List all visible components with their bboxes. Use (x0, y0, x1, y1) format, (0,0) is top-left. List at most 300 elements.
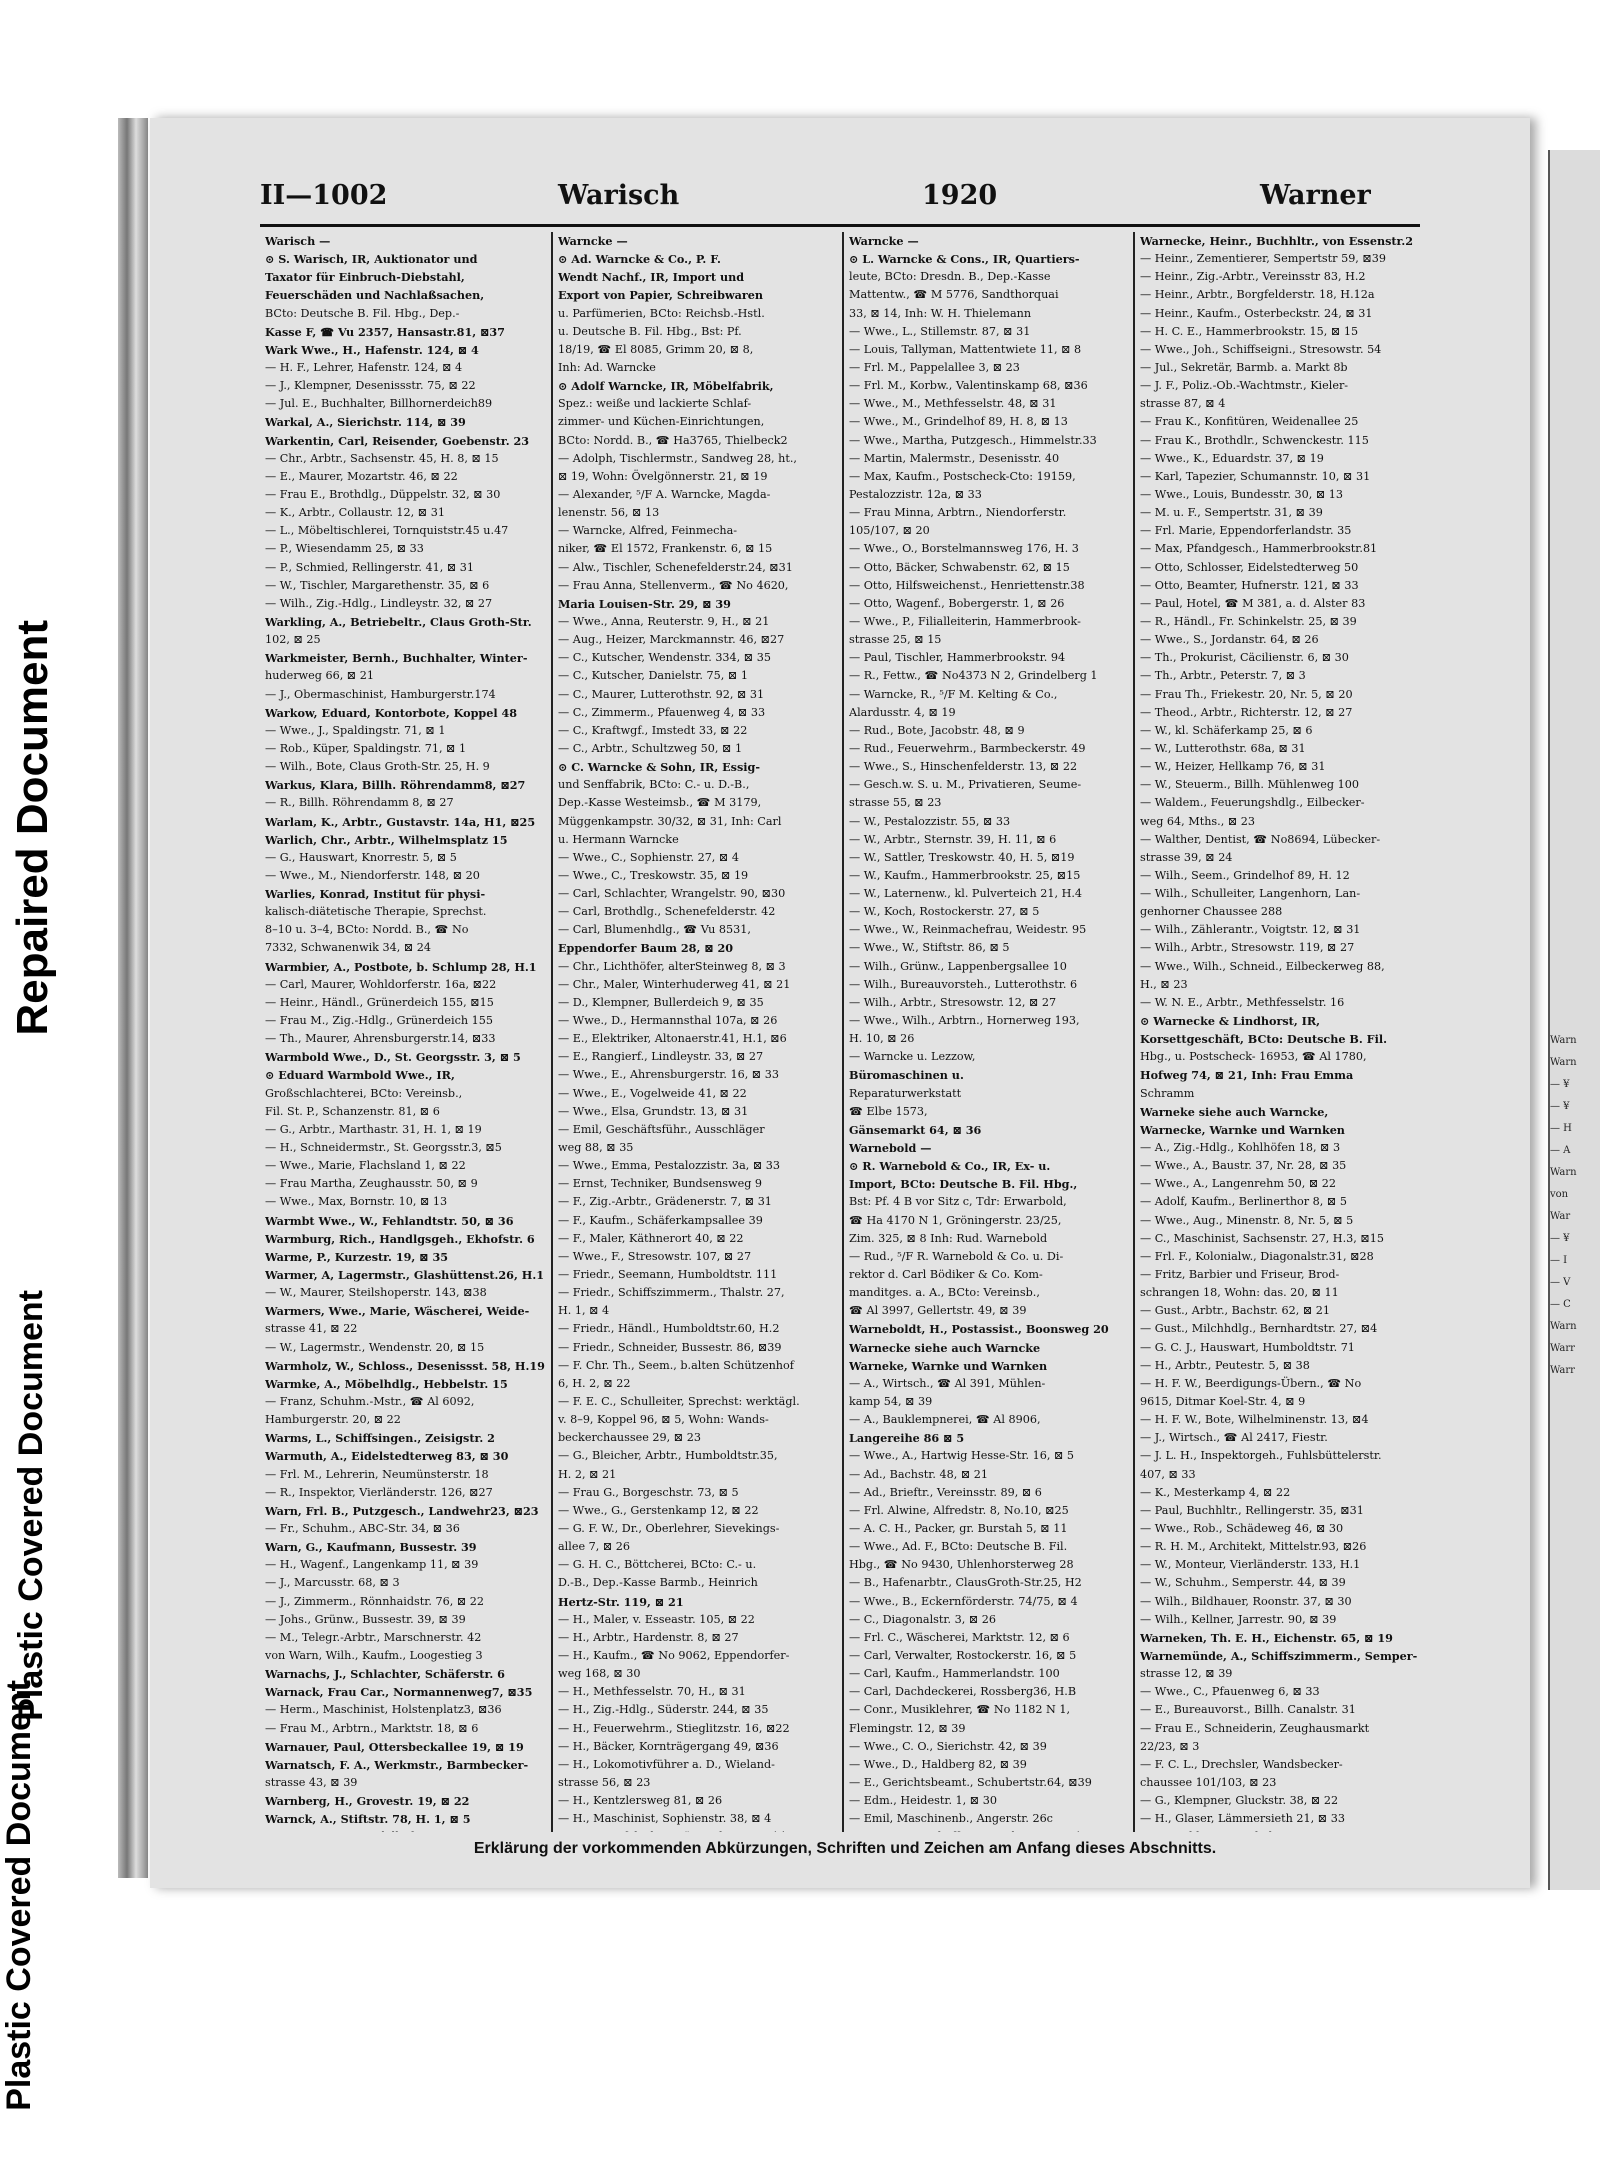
directory-entry: — J., Wirtsch., ☎ Al 2417, Fiestr. (1140, 1431, 1328, 1445)
directory-entry: Spez.: weiße und lackierte Schlaf- (558, 397, 752, 411)
column-2 (551, 232, 842, 1832)
directory-entry: H. 2, ⊠ 21 (558, 1467, 617, 1481)
directory-entry: 8–10 u. 3–4, BCto: Nordd. B., ☎ No (265, 923, 469, 937)
directory-entry: — Conr., Musiklehrer, ☎ No 1182 N 1, (849, 1703, 1071, 1717)
directory-entry: — E., Maurer, Mozartstr. 46, ⊠ 22 (265, 469, 458, 483)
directory-entry: — Fr., Schuhm., ABC-Str. 34, ⊠ 36 (265, 1521, 460, 1535)
next-page-fragment: — ¥ (1550, 1233, 1570, 1244)
year: 1920 (922, 180, 998, 211)
directory-entry: — H., Arbtr., Peutestr. 5, ⊠ 38 (1140, 1358, 1310, 1372)
directory-entry: — Heinr., Händl., Grünerdeich 155, ⊠15 (265, 995, 494, 1009)
directory-entry: und Senffabrik, BCto: C.- u. D.-B., (558, 778, 750, 792)
directory-entry: — Warncke, Alfred, Feinmecha- (558, 524, 738, 538)
directory-entry: — Frau K., Brothdlr., Schwenckestr. 115 (1140, 433, 1369, 447)
directory-entry: — D., Klempner, Bullerdeich 9, ⊠ 35 (558, 995, 764, 1009)
directory-entry: — G., Arbtr., Marthastr. 31, H. 1, ⊠ 19 (265, 1122, 482, 1136)
directory-entry: ⊠ 19, Wohn: Övelgönnerstr. 21, ⊠ 19 (558, 469, 768, 483)
directory-entry: — W., Heizer, Hellkamp 76, ⊠ 31 (1140, 760, 1326, 774)
directory-entry: — G., Bleicher, Arbtr., Humboldtstr.35, (558, 1449, 778, 1463)
next-page-fragment: Warn (1550, 1321, 1577, 1332)
directory-entry: Reparaturwerkstatt (849, 1086, 962, 1100)
directory-entry: — Otto, Hilfsweichenst., Henriettenstr.38 (849, 578, 1085, 592)
directory-entry: leute, BCto: Dresdn. B., Dep.-Kasse (849, 270, 1051, 284)
directory-entry: — C., Diagonalstr. 3, ⊠ 26 (849, 1612, 997, 1626)
directory-entry: — G. F. W., Dr., Oberlehrer, Sievekings- (558, 1521, 780, 1535)
directory-entry: Warmers, Wwe., Marie, Wäscherei, Weide- (265, 1304, 530, 1319)
directory-entry: — Wwe., G., Gerstenkamp 12, ⊠ 22 (558, 1503, 759, 1517)
directory-entry: — H., Kentzlersweg 81, ⊠ 26 (558, 1794, 723, 1808)
directory-entry: 407, ⊠ 33 (1140, 1467, 1196, 1481)
directory-entry: 7332, Schwanenwik 34, ⊠ 24 (265, 941, 431, 955)
directory-entry: Warmbold Wwe., D., St. Georgsstr. 3, ⊠ 5 (265, 1050, 521, 1065)
directory-entry: Warnck, A., Stiftstr. 78, H. 1, ⊠ 5 (265, 1812, 471, 1827)
directory-entry: Wendt Nachf., IR, Import und (558, 270, 745, 285)
directory-entry: Zim. 325, ⊠ 8 Inh: Rud. Warnebold (849, 1231, 1048, 1245)
directory-entry: Taxator für Einbruch-Diebstahl, (265, 270, 465, 285)
directory-entry: Dep.-Kasse Westeimsb., ☎ M 3179, (558, 796, 762, 810)
directory-entry: Langereihe 86 ⊠ 5 (849, 1431, 965, 1446)
directory-entry: — Rud., Bote, Jacobstr. 48, ⊠ 9 (849, 723, 1025, 737)
column-3 (842, 232, 1133, 1832)
directory-entry: H., ⊠ 23 (1140, 977, 1188, 991)
directory-entry: — Chr., Maler, Winterhuderweg 41, ⊠ 21 (558, 977, 791, 991)
directory-entry: — Edm., Heidestr. 1, ⊠ 30 (849, 1794, 997, 1808)
directory-entry: rektor d. Carl Bödiker & Co. Kom- (849, 1268, 1043, 1282)
directory-entry: — C., Kutscher, Wendenstr. 334, ⊠ 35 (558, 651, 771, 665)
directory-entry: ⊙ S. Warisch, IR, Auktionator und (265, 252, 478, 267)
directory-entry: 9615, Ditmar Koel-Str. 4, ⊠ 9 (1140, 1395, 1306, 1408)
directory-entry: — R., Inspektor, Vierländerstr. 126, ⊠27 (265, 1485, 493, 1499)
directory-entry: — Wwe., Max, Bornstr. 10, ⊠ 13 (265, 1195, 448, 1209)
directory-entry: — R. H. M., Architekt, Mittelstr.93, ⊠26 (1140, 1540, 1367, 1554)
directory-entry: — J., Zimmerm., Rönnhaidstr. 76, ⊠ 22 (265, 1594, 485, 1608)
directory-entry: Pestalozzistr. 12a, ⊠ 33 (849, 487, 982, 501)
directory-page (150, 118, 1530, 1888)
directory-entry: Warmbier, A., Postbote, b. Schlump 28, H.1 (265, 959, 537, 974)
directory-entry: — W., kl. Schäferkamp 25, ⊠ 6 (1140, 723, 1313, 737)
directory-entry: — C., Zimmerm., Pfauenweg 4, ⊠ 33 (558, 705, 766, 719)
next-page-fragment: Warn (1550, 1167, 1577, 1178)
directory-entry: — Wilh., Schulleiter, Langenhorn, Lan- (1140, 887, 1361, 901)
directory-entry (265, 1828, 546, 1832)
directory-entry: weg 64, Mths., ⊠ 23 (1140, 814, 1255, 828)
directory-entry: 22/23, ⊠ 3 (1140, 1739, 1200, 1753)
directory-entry: — P., Schmied, Rellingerstr. 41, ⊠ 31 (265, 560, 474, 574)
directory-entry: u. Deutsche B. Fil. Hbg., Bst: Pf. (558, 324, 742, 338)
directory-entry: zimmer- und Küchen-Einrichtungen, (558, 415, 765, 429)
directory-entry: — Martin, Malermstr., Desenisstr. 40 (849, 451, 1060, 465)
directory-entry: — Wwe., D., Haldberg 82, ⊠ 39 (849, 1757, 1027, 1771)
directory-entry: — Frl. Marie, Eppendorferlandstr. 35 (1140, 524, 1352, 538)
directory-entry: Warisch — (265, 234, 331, 248)
directory-entry: von Warn, Wilh., Kaufm., Loogestieg 3 (265, 1648, 483, 1662)
directory-entry: — Wwe., E., Vogelweide 41, ⊠ 22 (558, 1086, 747, 1100)
directory-entry: — Wwe., Joh., Schiffseigni., Stresowstr. 54 (1140, 342, 1382, 356)
directory-entry: — W., Lutterothstr. 68a, ⊠ 31 (1140, 741, 1306, 755)
directory-entry: Korsettgeschäft, BCto: Deutsche B. Fil. (1140, 1032, 1387, 1047)
directory-entry: Warnemünde, A., Schiffszimmerm., Semper- (1140, 1648, 1418, 1663)
directory-entry: 105/107, ⊠ 20 (849, 524, 930, 538)
directory-entry: — Heinr., Zementierer, Sempertstr 59, ⊠39 (1140, 252, 1387, 266)
directory-entry: — Friedr., Schneider, Bussestr. 86, ⊠39 (558, 1340, 782, 1354)
column-4 (1133, 232, 1424, 1832)
directory-entry: Warkmeister, Bernh., Buchhalter, Winter- (265, 651, 528, 666)
directory-entry: — Carl, Dachdeckerei, Rossberg36, H.B (849, 1685, 1077, 1699)
directory-entry: — W., Pestalozzistr. 55, ⊠ 33 (849, 814, 1011, 828)
directory-entry: — Emil, Maschinenb., Angerstr. 26c (849, 1812, 1053, 1826)
directory-entry: Feuerschäden und Nachlaßsachen, (265, 288, 485, 303)
directory-entry: Warlies, Konrad, Institut für physi- (265, 887, 486, 902)
directory-entry: — Franz, Schuhm.-Mstr., ☎ Al 6092, (265, 1395, 475, 1408)
directory-entry: — H. C. E., Hammerbrookstr. 15, ⊠ 15 (1140, 324, 1359, 338)
directory-entry: Gänsemarkt 64, ⊠ 36 (849, 1122, 982, 1137)
directory-entry: — Frau K., Konfitüren, Weidenallee 25 (1140, 415, 1359, 429)
directory-entry: allee 7, ⊠ 26 (558, 1540, 631, 1554)
directory-entry: — W., Schuhm., Semperstr. 44, ⊠ 39 (1140, 1576, 1346, 1590)
directory-entry: strasse 56, ⊠ 23 (558, 1775, 651, 1789)
directory-entry: Warncke — (558, 234, 628, 248)
directory-entry: Warneken, Th. E. H., Eichenstr. 65, ⊠ 19 (1140, 1630, 1393, 1645)
directory-entry: — Frl. M., Pappelallee 3, ⊠ 23 (849, 360, 1020, 374)
next-page-fragment: War (1550, 1211, 1571, 1222)
directory-entry: strasse 87, ⊠ 4 (1140, 397, 1226, 411)
directory-entry: — C., Kraftwgf., Imstedt 33, ⊠ 22 (558, 723, 748, 737)
last-name-marker: Warner (1260, 180, 1371, 211)
directory-entry: Warnebold — (849, 1141, 932, 1156)
directory-entry: Kasse F, ☎ Vu 2357, Hansastr.81, ⊠37 (265, 324, 505, 339)
directory-entry: Warnack, Frau Car., Normannenweg7, ⊠35 (265, 1685, 533, 1700)
directory-entry: 6, H. 2, ⊠ 22 (558, 1376, 631, 1390)
directory-entry: strasse 12, ⊠ 39 (1140, 1667, 1233, 1681)
directory-entry: — Wwe., A., Baustr. 37, Nr. 28, ⊠ 35 (1140, 1159, 1347, 1173)
directory-entry: 33, ⊠ 14, Inh: W. H. Thielemann (849, 306, 1032, 320)
directory-entry: — Frau Martha, Zeughausstr. 50, ⊠ 9 (265, 1177, 478, 1191)
directory-entry: manditges. a. A., BCto: Vereinsb., (849, 1286, 1040, 1300)
directory-entry: Warmke, A., Möbelhdlg., Hebbelstr. 15 (265, 1376, 508, 1391)
directory-entry: BCto: Deutsche B. Fil. Hbg., Dep.- (265, 306, 460, 320)
directory-entry: ☎ Elbe 1573, (849, 1104, 928, 1118)
directory-entry: 102, ⊠ 25 (265, 633, 321, 647)
directory-entry: — Chr., Arbtr., Sachsenstr. 45, H. 8, ⊠ 15 (265, 451, 499, 465)
directory-entry: — Jul., Sekretär, Barmb. a. Markt 8b (1140, 360, 1348, 374)
directory-entry: — C., Arbtr., Schultzweg 50, ⊠ 1 (558, 741, 743, 755)
directory-entry: — Friedr., Händl., Humboldtstr.60, H.2 (558, 1322, 780, 1336)
directory-entry: Flemingstr. 12, ⊠ 39 (849, 1721, 966, 1735)
directory-entry: — H., Bäcker, Kornträgergang 49, ⊠36 (558, 1739, 779, 1753)
directory-entry: — A., Bauklempnerei, ☎ Al 8906, (849, 1413, 1041, 1427)
directory-entry: — W., Tischler, Margarethenstr. 35, ⊠ 6 (265, 578, 490, 592)
directory-entry: Warneke siehe auch Warncke, (1140, 1104, 1329, 1119)
directory-entry: — Frau M., Arbtrn., Marktstr. 18, ⊠ 6 (265, 1721, 479, 1735)
directory-entry: Großschlachterei, BCto: Vereinsb., (265, 1086, 463, 1100)
directory-entry: — Louis, Tallyman, Mattentwiete 11, ⊠ 8 (849, 342, 1082, 356)
directory-entry: — Otto, Bäcker, Schwabenstr. 62, ⊠ 15 (849, 560, 1070, 574)
directory-entry: — F. Chr. Th., Seem., b.alten Schützenhof (558, 1358, 794, 1372)
directory-entry: — Walther, Dentist, ☎ No8694, Lübecker- (1140, 832, 1381, 846)
next-page-fragment: Warn (1550, 1057, 1577, 1068)
directory-entry: Warnecke, Heinr., Buchhltr., von Essenstr.2 (1140, 234, 1414, 248)
directory-entry: — Rud., Feuerwehrm., Barmbeckerstr. 49 (849, 741, 1086, 755)
directory-entry: — Wwe., D., Hermannsthal 107a, ⊠ 26 (558, 1014, 778, 1028)
directory-entry: Mattentw., ☎ M 5776, Sandthorquai (849, 288, 1059, 302)
directory-entry: — F., Kaufm., Schäferkampsallee 39 (558, 1213, 763, 1227)
directory-entry: — Carl, Maurer, Wohldorferstr. 16a, ⊠22 (265, 977, 497, 991)
directory-entry: — F. C. L., Drechsler, Wandsbecker- (1140, 1757, 1343, 1771)
directory-entry: beckerchaussee 29, ⊠ 23 (558, 1431, 701, 1445)
directory-entry: — Wwe., O., Borstelmannsweg 176, H. 3 (849, 542, 1079, 556)
directory-entry: — Rob., Küper, Spaldingstr. 71, ⊠ 1 (265, 741, 467, 755)
directory-entry: — G. C. J., Hauswart, Humboldtstr. 71 (1140, 1340, 1355, 1354)
directory-entry: ⊙ R. Warnebold & Co., IR, Ex- u. (849, 1159, 1051, 1174)
directory-entry: Warkus, Klara, Billh. Röhrendamm8, ⊠27 (265, 778, 526, 793)
directory-entry: — P., Wiesendamm 25, ⊠ 33 (265, 542, 424, 556)
directory-entry: Hamburgerstr. 20, ⊠ 22 (265, 1413, 401, 1427)
directory-entry: Eppendorfer Baum 28, ⊠ 20 (558, 941, 734, 956)
directory-entry: weg 168, ⊠ 30 (558, 1667, 641, 1681)
next-page-fragment: Warn (1550, 1035, 1577, 1046)
directory-entry: — K., Arbtr., Collaustr. 12, ⊠ 31 (265, 506, 445, 520)
directory-entry: — W., Lagermstr., Wendenstr. 20, ⊠ 15 (265, 1340, 485, 1354)
directory-entry: — Wilh., Bildhauer, Roonstr. 37, ⊠ 30 (1140, 1594, 1352, 1608)
directory-entry: — Frl. F., Kolonialw., Diagonalstr.31, ⊠28 (1140, 1249, 1374, 1263)
directory-entry: — W., Koch, Rostockerstr. 27, ⊠ 5 (849, 905, 1040, 919)
directory-entry: strasse 41, ⊠ 22 (265, 1322, 358, 1336)
directory-entry: — Ernst, Techniker, Bundsensweg 9 (558, 1177, 763, 1191)
directory-entry: — Ad., Bachstr. 48, ⊠ 21 (849, 1467, 988, 1481)
directory-entry: u. Hermann Warncke (558, 832, 679, 846)
directory-entry: — Warncke, R., ⁵/F M. Kelting & Co., (849, 687, 1058, 701)
directory-entry: — G., Hauswart, Knorrestr. 5, ⊠ 5 (265, 850, 457, 864)
directory-entry: — Wilh., Seem., Grindelhof 89, H. 12 (1140, 868, 1350, 882)
directory-entry: — H., Maler, v. Esseastr. 105, ⊠ 22 (558, 1612, 755, 1626)
directory-entry: — H., Maschinist, Sophienstr. 38, ⊠ 4 (558, 1812, 772, 1826)
directory-entry: — Frau Minna, Arbtrn., Niendorferstr. (849, 506, 1067, 520)
directory-entry: — Wwe., M., Niendorferstr. 148, ⊠ 20 (265, 868, 480, 882)
directory-entry: — Adolph, Tischlermstr., Sandweg 28, ht., (558, 451, 797, 465)
directory-entry: — Wwe., C. O., Sierichstr. 42, ⊠ 39 (849, 1739, 1047, 1753)
directory-entry: — Gesch.w. S. u. M., Privatieren, Seume- (849, 778, 1082, 792)
directory-entry: strasse 39, ⊠ 24 (1140, 850, 1233, 864)
entry-columns (260, 232, 1424, 1832)
directory-entry: — Ad., Brieftr., Vereinsstr. 89, ⊠ 6 (849, 1485, 1042, 1499)
next-page-fragment: von (1550, 1189, 1569, 1200)
directory-entry (849, 1828, 1128, 1832)
directory-entry: — H., Zig.-Hdlg., Süderstr. 244, ⊠ 35 (558, 1703, 769, 1717)
directory-entry: Warkentin, Carl, Reisender, Goebenstr. 23 (265, 433, 530, 448)
directory-entry: — H., Arbtr., Hardenstr. 8, ⊠ 27 (558, 1630, 739, 1644)
directory-entry: — Wwe., C., Sophienstr. 27, ⊠ 4 (558, 850, 739, 864)
directory-entry: — Otto, Wagenf., Bobergerstr. 1, ⊠ 26 (849, 596, 1065, 610)
directory-entry: Warmbt Wwe., W., Fehlandtstr. 50, ⊠ 36 (265, 1213, 514, 1228)
directory-entry: — Wwe., F., Stresowstr. 107, ⊠ 27 (558, 1249, 752, 1263)
directory-entry: — W., Monteur, Vierländerstr. 133, H.1 (1140, 1558, 1361, 1572)
directory-entry: — Wwe., K., Eduardstr. 37, ⊠ 19 (1140, 451, 1324, 465)
directory-entry: — H., Lokomotivführer a. D., Wieland- (558, 1757, 775, 1771)
next-page-fragment: — V (1550, 1277, 1571, 1288)
directory-entry: — Frau G., Borgeschstr. 73, ⊠ 5 (558, 1485, 739, 1499)
directory-entry: Warnecke siehe auch Warncke (849, 1340, 1041, 1355)
book-edge (118, 118, 148, 1878)
directory-entry: — Frau E., Schneiderin, Zeughausmarkt (1140, 1721, 1370, 1735)
directory-entry: — Carl, Kaufm., Hammerlandstr. 100 (849, 1667, 1060, 1681)
directory-entry: Warmburg, Rich., Handlgsgeh., Ekhofstr. 6 (265, 1231, 535, 1246)
directory-entry: — Frau Anna, Stellenverm., ☎ No 4620, (558, 578, 789, 592)
directory-entry: — Otto, Beamter, Hufnerstr. 121, ⊠ 33 (1140, 578, 1359, 592)
directory-entry: — M. u. F., Sempertstr. 31, ⊠ 39 (1140, 506, 1323, 520)
directory-entry: Hofweg 74, ⊠ 21, Inh: Frau Emma (1140, 1068, 1354, 1083)
directory-entry: — W., Kaufm., Hammerbrookstr. 25, ⊠15 (849, 868, 1081, 882)
directory-entry: — Fritz, Barbier und Friseur, Brod- (1140, 1268, 1340, 1282)
directory-entry: — F. E. C., Schulleiter, Sprechst: werktägl. (558, 1395, 800, 1408)
directory-entry: — Carl, Blumenhdlg., ☎ Vu 8531, (558, 923, 751, 937)
directory-entry: u. Parfümerien, BCto: Reichsb.-Hstl. (558, 306, 765, 320)
directory-entry: — J. L. H., Inspektorgeh., Fuhlsbüttelerstr. (1140, 1449, 1382, 1463)
directory-entry: — W., Steuerm., Billh. Mühlenweg 100 (1140, 778, 1359, 792)
directory-entry: ☎ Ha 4170 N 1, Gröningerstr. 23/25, (849, 1213, 1062, 1227)
directory-entry: Müggenkampstr. 30/32, ⊠ 31, Inh: Carl (558, 814, 782, 828)
next-page-fragment: — C (1550, 1299, 1571, 1310)
side-label-repaired: Repaired Document (8, 620, 57, 1036)
directory-entry: — Wwe., Wilh., Schneid., Eilbeckerweg 88, (1140, 959, 1385, 973)
directory-entry: — Gust., Milchhdlg., Bernhardtstr. 27, ⊠4 (1140, 1322, 1378, 1336)
directory-entry: Warn, Frl. B., Putzgesch., Landwehr23, ⊠23 (265, 1503, 539, 1518)
directory-entry: Warneke, Warnke und Warnken (849, 1358, 1048, 1373)
directory-entry: Maria Louisen-Str. 29, ⊠ 39 (558, 596, 731, 611)
directory-entry: — Wilh., Bureauvorsteh., Lutterothstr. 6 (849, 977, 1078, 991)
directory-entry: — C., Maurer, Lutterothstr. 92, ⊠ 31 (558, 687, 765, 701)
directory-entry: v. 8–9, Koppel 96, ⊠ 5, Wohn: Wands- (558, 1413, 769, 1427)
directory-entry: — Wwe., L., Stillemstr. 87, ⊠ 31 (849, 324, 1031, 338)
directory-entry: — R., Fettw., ☎ No4373 N 2, Grindelberg 1 (849, 669, 1098, 683)
next-page-edge (1548, 150, 1600, 1890)
directory-entry: — Wwe., J., Spaldingstr. 71, ⊠ 1 (265, 723, 446, 737)
directory-entry: — Frl. M., Korbw., Valentinskamp 68, ⊠36 (849, 379, 1088, 393)
directory-entry: — Frau Th., Friekestr. 20, Nr. 5, ⊠ 20 (1140, 687, 1353, 701)
next-page-fragment: — ¥ (1550, 1101, 1570, 1112)
directory-entry: — Paul, Buchhltr., Rellingerstr. 35, ⊠31 (1140, 1503, 1364, 1517)
directory-entry: H. 1, ⊠ 4 (558, 1304, 610, 1318)
directory-entry: strasse 25, ⊠ 15 (849, 633, 942, 647)
directory-entry: — Wwe., Elsa, Grundstr. 13, ⊠ 31 (558, 1104, 749, 1118)
directory-entry: — Carl, Brothdlg., Schenefelderstr. 42 (558, 905, 776, 919)
directory-entry: — Emil, Geschäftsführ., Ausschläger (558, 1122, 765, 1136)
directory-entry: — Alexander, ⁵/F A. Warncke, Magda- (558, 487, 771, 501)
directory-entry: — Max, Pfandgesch., Hammerbrookstr.81 (1140, 542, 1378, 556)
directory-entry: Warnberg, H., Grovestr. 19, ⊠ 22 (265, 1794, 470, 1809)
directory-entry: Hbg., u. Postscheck- 16953, ☎ Al 1780, (1140, 1050, 1367, 1064)
directory-entry: Warms, L., Schiffsingen., Zeisigstr. 2 (265, 1431, 495, 1446)
directory-entry: Warme, P., Kurzestr. 19, ⊠ 35 (265, 1249, 449, 1264)
directory-entry: — Frau E., Brothdlg., Düppelstr. 32, ⊠ 30 (265, 487, 501, 501)
directory-entry: — Friedr., Seemann, Humboldtstr. 111 (558, 1268, 778, 1282)
directory-entry: — F., Maler, Käthnerort 40, ⊠ 22 (558, 1231, 744, 1245)
directory-entry: — Chr., Lichthöfer, alterSteinweg 8, ⊠ 3 (558, 959, 786, 973)
next-page-fragment: Warr (1550, 1365, 1575, 1376)
directory-entry: Warnecke, Warnke und Warnken (1140, 1122, 1345, 1137)
directory-entry: kalisch-diätetische Therapie, Sprechst. (265, 905, 487, 919)
directory-entry: Warnauer, Paul, Ottersbeckallee 19, ⊠ 19 (265, 1739, 524, 1754)
directory-entry: — Th., Prokurist, Cäcilienstr. 6, ⊠ 30 (1140, 651, 1349, 665)
directory-entry: Hbg., ☎ No 9430, Uhlenhorsterweg 28 (849, 1558, 1074, 1572)
directory-entry: — Wwe., B., Eckernförderstr. 74/75, ⊠ 4 (849, 1594, 1078, 1608)
directory-entry: ⊙ L. Warncke & Cons., IR, Quartiers- (849, 252, 1080, 267)
directory-entry: — Adolf, Kaufm., Berlinerthor 8, ⊠ 5 (1140, 1195, 1347, 1209)
directory-entry: — Herm., Maschinist, Holstenplatz3, ⊠36 (265, 1703, 502, 1717)
directory-entry: — Wwe., M., Methfesselstr. 48, ⊠ 31 (849, 397, 1057, 411)
directory-entry: — Th., Maurer, Ahrensburgerstr.14, ⊠33 (265, 1032, 496, 1046)
directory-entry: — E., Bureauvorst., Billh. Canalstr. 31 (1140, 1703, 1356, 1717)
directory-entry: — Wwe., Rob., Schädeweg 46, ⊠ 30 (1140, 1521, 1344, 1535)
directory-entry: — Wwe., Marie, Flachsland 1, ⊠ 22 (265, 1159, 466, 1173)
directory-entry: — Wwe., Wilh., Arbtrn., Hornerweg 193, (849, 1014, 1080, 1028)
directory-entry: — F., Zig.-Arbtr., Grädenerstr. 7, ⊠ 31 (558, 1195, 772, 1209)
directory-entry: — E., Elektriker, Altonaerstr.41, H.1, ⊠6 (558, 1032, 787, 1046)
next-page-fragment: — A (1550, 1145, 1571, 1156)
directory-entry: — Heinr., Kaufm., Osterbeckstr. 24, ⊠ 31 (1140, 306, 1373, 320)
directory-entry: ⊙ Warnecke & Lindhorst, IR, (1140, 1014, 1321, 1029)
directory-entry: — C., Maschinist, Sachsenstr. 27, H.3, ⊠15 (1140, 1231, 1384, 1245)
directory-entry: — Wwe., M., Grindelhof 89, H. 8, ⊠ 13 (849, 415, 1068, 429)
directory-entry: Wark Wwe., H., Hafenstr. 124, ⊠ 4 (265, 342, 479, 357)
directory-entry: — Frl. C., Wäscherei, Marktstr. 12, ⊠ 6 (849, 1630, 1070, 1644)
page-header (260, 180, 1410, 220)
directory-entry: — Johs., Grünw., Bussestr. 39, ⊠ 39 (265, 1612, 466, 1626)
next-page-fragment: — H (1550, 1123, 1572, 1134)
side-label-plastic-covered-cut: Plastic Covered Document (0, 1680, 38, 2111)
directory-entry: — W., Sattler, Treskowstr. 40, H. 5, ⊠19 (849, 850, 1075, 864)
directory-entry: ⊙ C. Warncke & Sohn, IR, Essig- (558, 760, 760, 775)
directory-entry: Warn, G., Kaufmann, Bussestr. 39 (265, 1540, 477, 1555)
directory-entry: Warncke — (849, 234, 919, 248)
directory-entry: — M., Telegr.-Arbtr., Marschnerstr. 42 (265, 1630, 482, 1644)
directory-entry: — Wwe., Martha, Putzgesch., Himmelstr.33 (849, 433, 1097, 447)
directory-entry: — H., Wagenf., Langenkamp 11, ⊠ 39 (265, 1558, 479, 1572)
directory-entry: — J., Obermaschinist, Hamburgerstr.174 (265, 687, 496, 701)
directory-entry: — H., Kaufm., ☎ No 9062, Eppendorfer- (558, 1648, 790, 1662)
directory-entry: — Warncke u. Lezzow, (849, 1050, 976, 1064)
directory-entry: kamp 54, ⊠ 39 (849, 1395, 933, 1408)
directory-entry: — Waldem., Feuerungshdlg., Eilbecker- (1140, 796, 1365, 810)
directory-entry: — E., Gerichtsbeamt., Schubertstr.64, ⊠39 (849, 1775, 1092, 1789)
directory-entry: strasse 55, ⊠ 23 (849, 796, 942, 810)
directory-entry: — A., Zig.-Hdlg., Kohlhöfen 18, ⊠ 3 (1140, 1141, 1341, 1155)
directory-entry: genhorner Chaussee 288 (1140, 905, 1283, 919)
directory-entry: — A. C. H., Packer, gr. Burstah 5, ⊠ 11 (849, 1521, 1068, 1535)
directory-entry: — Wwe., Ad. F., BCto: Deutsche B. Fil. (849, 1540, 1068, 1554)
directory-entry: Warmuth, A., Eidelstedterweg 83, ⊠ 30 (265, 1449, 509, 1464)
directory-entry: — Wilh., Bote, Claus Groth-Str. 25, H. 9 (265, 760, 490, 774)
directory-entry: — H., Glaser, Lämmersieth 21, ⊠ 33 (1140, 1812, 1345, 1826)
directory-entry: Warkal, A., Sierichstr. 114, ⊠ 39 (265, 415, 466, 430)
directory-entry: — Carl, Verwalter, Rostockerstr. 16, ⊠ 5 (849, 1648, 1077, 1662)
directory-entry: — Wwe., P., Filialleiterin, Hammerbrook- (849, 614, 1081, 628)
directory-entry: — Friedr., Schiffszimmerm., Thalstr. 27, (558, 1286, 785, 1300)
directory-entry: — Frl. Alwine, Alfredstr. 8, No.10, ⊠25 (849, 1503, 1069, 1517)
directory-entry: BCto: Nordd. B., ☎ Ha3765, Thielbeck2 (558, 433, 788, 447)
directory-entry: Büromaschinen u. (849, 1068, 964, 1083)
directory-entry: — H., Methfesselstr. 70, H., ⊠ 31 (558, 1685, 746, 1699)
directory-entry: H. 10, ⊠ 26 (849, 1032, 915, 1046)
directory-entry: ⊙ Adolf Warncke, IR, Möbelfabrik, (558, 379, 774, 394)
directory-entry: — Wwe., S., Jordanstr. 64, ⊠ 26 (1140, 633, 1319, 647)
directory-entry: Warnachs, J., Schlachter, Schäferstr. 6 (265, 1667, 505, 1682)
directory-entry: schrangen 18, Wohn: das. 20, ⊠ 11 (1140, 1286, 1339, 1300)
directory-entry: — H. F. W., Beerdigungs-Übern., ☎ No (1140, 1376, 1362, 1390)
directory-entry: Warkow, Eduard, Kontorbote, Koppel 48 (265, 705, 518, 720)
directory-entry: — W., Arbtr., Sternstr. 39, H. 11, ⊠ 6 (849, 832, 1057, 846)
directory-entry: — Wilh., Arbtr., Stresowstr. 12, ⊠ 27 (849, 995, 1057, 1009)
directory-entry: — R., Händl., Fr. Schinkelstr. 25, ⊠ 39 (1140, 614, 1357, 628)
